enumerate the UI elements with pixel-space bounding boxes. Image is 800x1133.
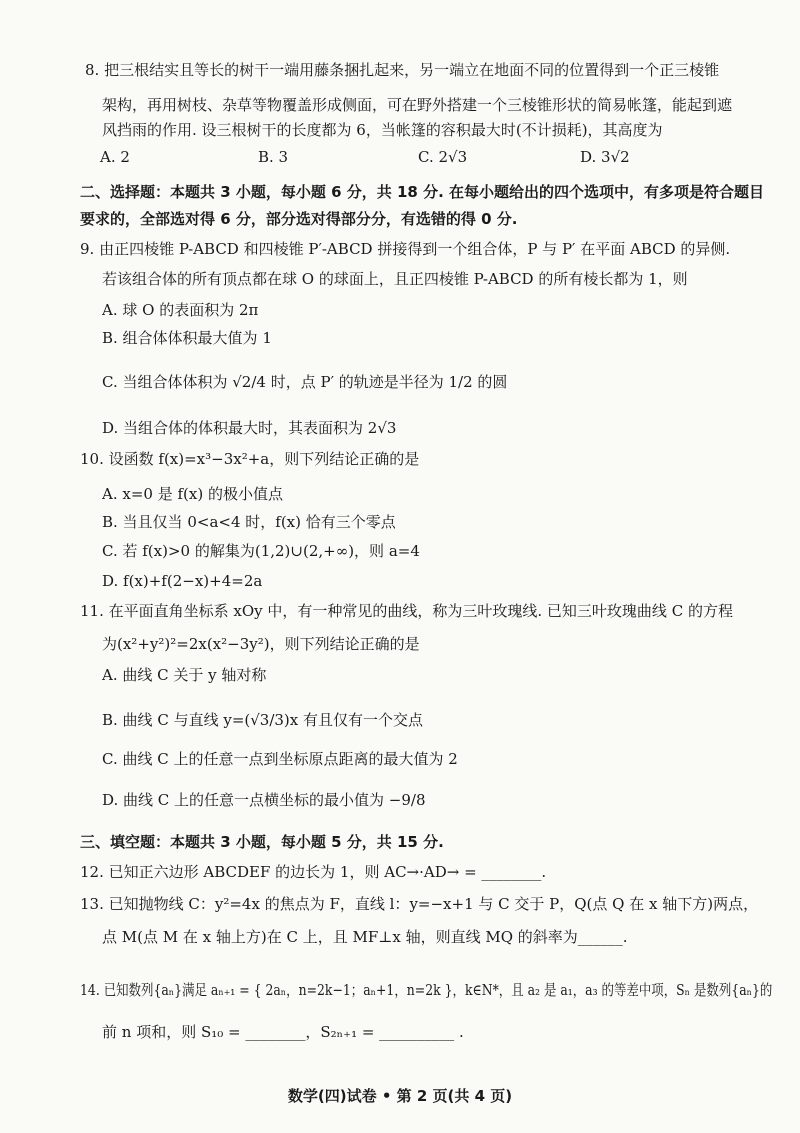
q9-option-d: D. 当组合体的体积最大时，其表面积为 2√3	[102, 419, 397, 437]
page-footer: 数学(四)试卷 • 第 2 页(共 4 页)	[287, 1087, 513, 1105]
section2-heading-line2: 要求的，全部选对得 6 分，部分选对得部分分，有选错的得 0 分.	[80, 210, 518, 228]
q14-line1: 14. 已知数列{aₙ}满足 aₙ₊₁ = { 2aₙ，n=2k−1；aₙ+1，n=2k }，k∈N*，且 a₂ 是 a₁，a₃ 的等差中项，Sₙ 是数列{aₙ}的	[80, 981, 773, 999]
q8-line2: 架构，再用树枝、杂草等物覆盖形成侧面，可在野外搭建一个三棱锥形状的简易帐篷，能起到遮	[102, 96, 733, 114]
q10-line1: 10. 设函数 f(x)=x³−3x²+a，则下列结论正确的是	[80, 450, 420, 468]
q8-line1: 8. 把三根结实且等长的树干一端用藤条捆扎起来，另一端立在地面不同的位置得到一个正三棱锥	[85, 61, 720, 79]
q10-option-c: C. 若 f(x)>0 的解集为(1,2)∪(2,+∞)，则 a=4	[102, 542, 420, 560]
q8-line3: 风挡雨的作用. 设三根树干的长度都为 6，当帐篷的容积最大时(不计损耗)，其高度为	[102, 121, 663, 139]
q9-option-c: C. 当组合体体积为 √2/4 时，点 P′ 的轨迹是半径为 1/2 的圆	[102, 373, 508, 391]
q11-option-d: D. 曲线 C 上的任意一点横坐标的最小值为 −9/8	[102, 791, 426, 809]
q9-line1: 9. 由正四棱锥 P-ABCD 和四棱锥 P′-ABCD 拼接得到一个组合体，P 与 P′ 在平面 ABCD 的异侧.	[80, 240, 731, 258]
q8-option-a: A. 2	[100, 148, 130, 166]
q9-option-b: B. 组合体体积最大值为 1	[102, 329, 272, 347]
q14-line2: 前 n 项和，则 S₁₀ = ________，S₂ₙ₊₁ = __________ .	[102, 1023, 464, 1041]
q13-line1: 13. 已知抛物线 C：y²=4x 的焦点为 F，直线 l：y=−x+1 与 C 交于 P，Q(点 Q 在 x 轴下方)两点，	[80, 895, 759, 913]
q10-option-a: A. x=0 是 f(x) 的极小值点	[102, 485, 283, 503]
q11-option-b: B. 曲线 C 与直线 y=(√3/3)x 有且仅有一个交点	[102, 711, 424, 729]
section3-heading: 三、填空题：本题共 3 小题，每小题 5 分，共 15 分.	[80, 833, 444, 851]
q13-line2: 点 M(点 M 在 x 轴上方)在 C 上，且 MF⊥x 轴，则直线 MQ 的斜率为______.	[102, 928, 628, 946]
q8-option-c: C. 2√3	[418, 148, 468, 166]
q10-option-b: B. 当且仅当 0<a<4 时，f(x) 恰有三个零点	[102, 513, 396, 531]
q11-line2: 为(x²+y²)²=2x(x²−3y²)，则下列结论正确的是	[102, 635, 420, 653]
q11-option-c: C. 曲线 C 上的任意一点到坐标原点距离的最大值为 2	[102, 750, 458, 768]
q10-option-d: D. f(x)+f(2−x)+4=2a	[102, 572, 263, 590]
q8-option-b: B. 3	[258, 148, 289, 166]
q8-options	[100, 145, 740, 169]
q9-line2: 若该组合体的所有顶点都在球 O 的球面上，且正四棱锥 P-ABCD 的所有棱长都为 1，则	[102, 270, 688, 288]
section2-heading-line1: 二、选择题：本题共 3 小题，每小题 6 分，共 18 分. 在每小题给出的四个选项中，有多项是符合题目	[80, 183, 765, 201]
q12-text: 12. 已知正六边形 ABCDEF 的边长为 1，则 AC→·AD→ = ________.	[80, 863, 547, 881]
q11-line1: 11. 在平面直角坐标系 xOy 中，有一种常见的曲线，称为三叶玫瑰线. 已知三叶玫瑰曲线 C 的方程	[80, 602, 733, 620]
q8-option-d: D. 3√2	[580, 148, 630, 166]
q9-option-a: A. 球 O 的表面积为 2π	[102, 301, 259, 319]
q11-option-a: A. 曲线 C 关于 y 轴对称	[102, 666, 267, 684]
